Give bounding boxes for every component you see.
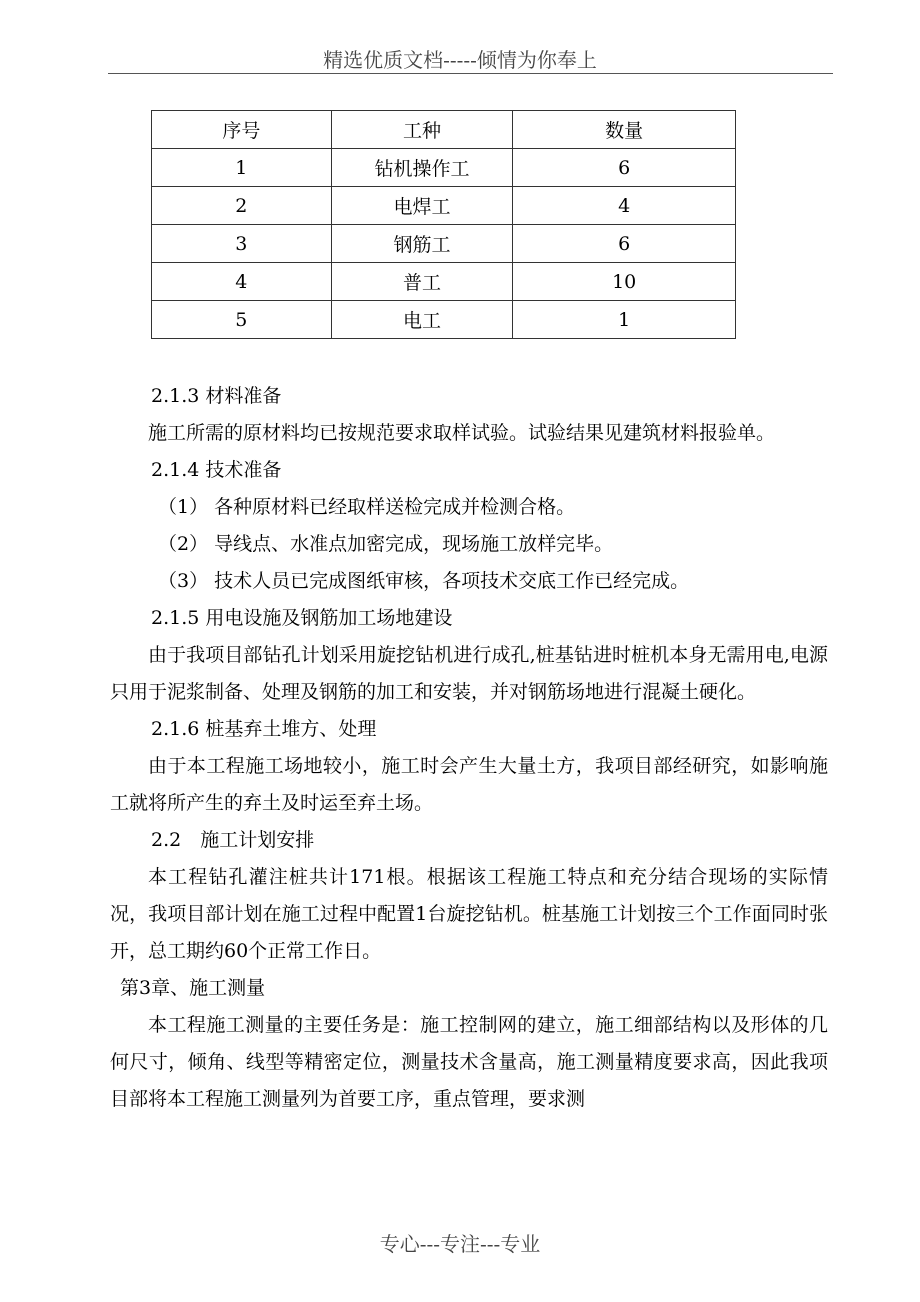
cell-trade: 钻机操作工 xyxy=(331,149,513,187)
header-divider xyxy=(108,73,833,74)
section-heading-2-2: 2.2 施工计划安排 xyxy=(151,829,315,851)
table-row xyxy=(152,263,736,301)
cell-count: 10 xyxy=(513,263,736,301)
cell-count: 6 xyxy=(513,149,736,187)
cell-count: 4 xyxy=(513,187,736,225)
cell-trade: 电工 xyxy=(331,301,513,339)
chapter-heading-3: 第3章、施工测量 xyxy=(120,977,266,999)
cell-count: 6 xyxy=(513,225,736,263)
paragraph-power: 由于我项目部钻孔计划采用旋挖钻机进行成孔,桩基钻进时桩机本身无需用电,电源只用于泥浆制备、处理及钢筋的加工和安装，并对钢筋场地进行混凝土硬化。 xyxy=(110,644,828,703)
list-item: （3） 技术人员已完成图纸审核，各项技术交底工作已经完成。 xyxy=(158,570,690,592)
cell-seq: 1 xyxy=(152,149,332,187)
paragraph-spoil: 由于本工程施工场地较小，施工时会产生大量土方，我项目部经研究，如影响施工就将所产生的弃土及时运至弃土场。 xyxy=(110,755,828,814)
cell-seq: 4 xyxy=(152,263,332,301)
list-item: （2） 导线点、水准点加密完成，现场施工放样完毕。 xyxy=(158,533,614,555)
cell-seq: 2 xyxy=(152,187,332,225)
table-header-row xyxy=(152,111,736,149)
page-header: 精选优质文档-----倾情为你奉上 xyxy=(323,48,597,72)
table-row xyxy=(152,149,736,187)
staffing-table xyxy=(151,110,736,339)
table-row xyxy=(152,187,736,225)
paragraph-schedule: 本工程钻孔灌注桩共计171根。根据该工程施工特点和充分结合现场的实际情况，我项目部计划在施工过程中配置1台旋挖钻机。桩基施工计划按三个工作面同时张开，总工期约60个正常工作日。 xyxy=(110,866,828,962)
cell-seq: 5 xyxy=(152,301,332,339)
paragraph-materials: 施工所需的原材料均已按规范要求取样试验。试验结果见建筑材料报验单。 xyxy=(148,422,776,444)
section-heading-2-1-5: 2.1.5 用电设施及钢筋加工场地建设 xyxy=(151,607,453,629)
page-footer: 专心---专注---专业 xyxy=(379,1232,541,1256)
cell-seq: 3 xyxy=(152,225,332,263)
cell-trade: 普工 xyxy=(331,263,513,301)
table-row xyxy=(152,225,736,263)
paragraph-surveying: 本工程施工测量的主要任务是：施工控制网的建立，施工细部结构以及形体的几何尺寸，倾角、线型等精密定位，测量技术含量高，施工测量精度要求高，因此我项目部将本工程施工测量列为首要工序，重点管理，要求测 xyxy=(110,1014,828,1110)
cell-count: 1 xyxy=(513,301,736,339)
cell-trade: 电焊工 xyxy=(331,187,513,225)
column-header-seq: 序号 xyxy=(152,111,332,149)
section-heading-2-1-6: 2.1.6 桩基弃土堆方、处理 xyxy=(151,718,377,740)
column-header-trade: 工种 xyxy=(331,111,513,149)
section-heading-2-1-4: 2.1.4 技术准备 xyxy=(151,459,282,481)
document-body xyxy=(110,378,828,1118)
table-row xyxy=(152,301,736,339)
section-heading-2-1-3: 2.1.3 材料准备 xyxy=(151,385,282,407)
column-header-count: 数量 xyxy=(513,111,736,149)
list-item: （1） 各种原材料已经取样送检完成并检测合格。 xyxy=(158,496,576,518)
cell-trade: 钢筋工 xyxy=(331,225,513,263)
